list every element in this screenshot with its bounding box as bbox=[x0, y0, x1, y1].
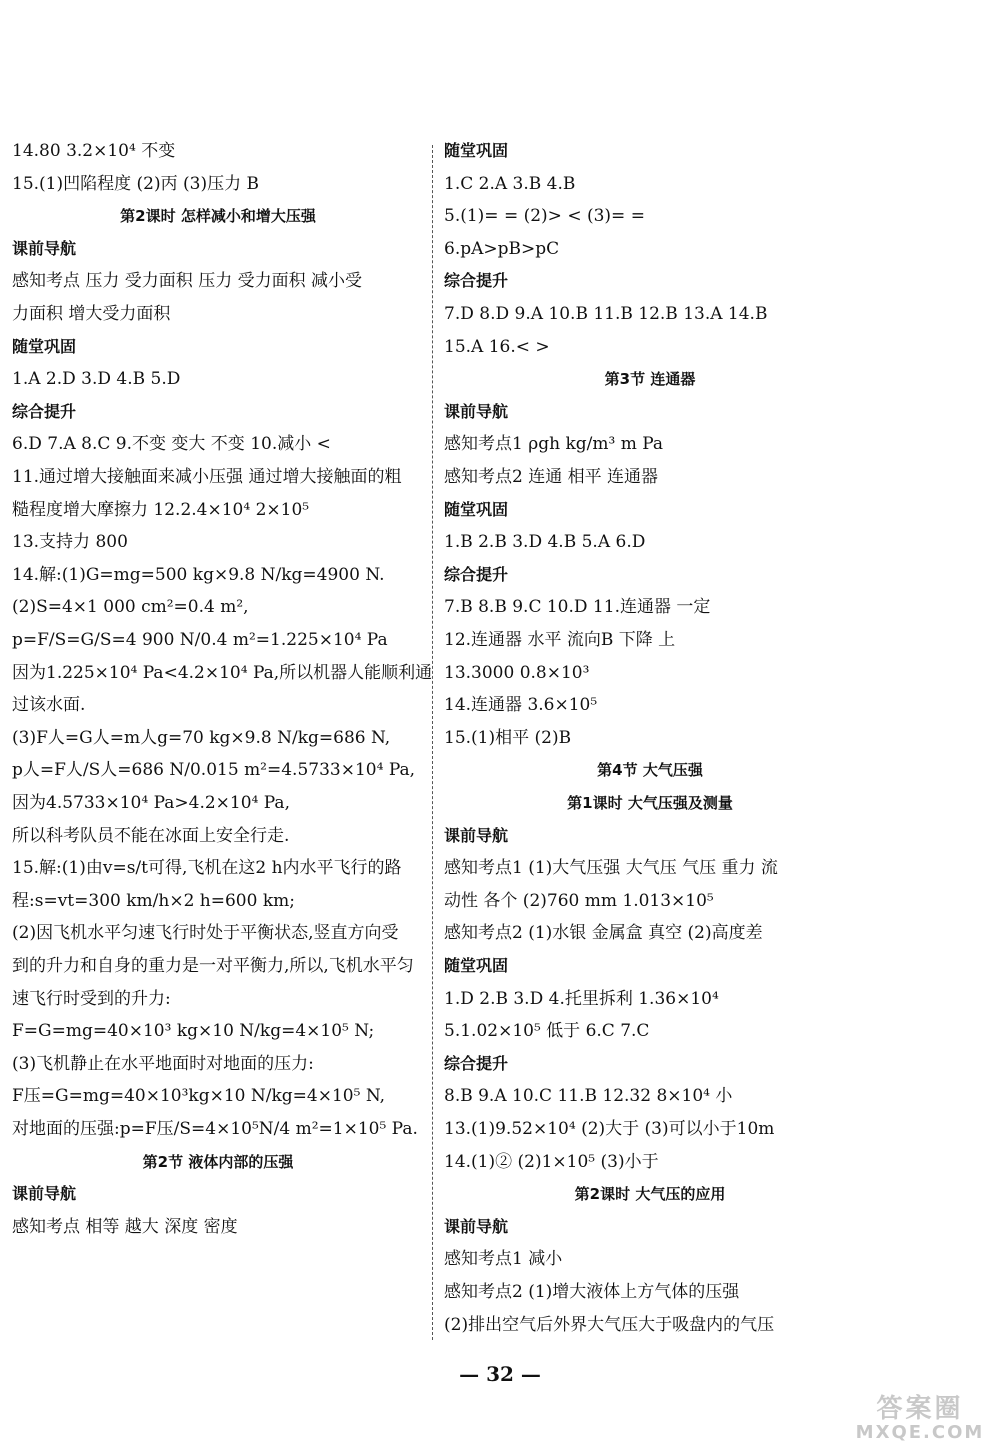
answer-line: 感知考点 相等 越大 深度 密度 bbox=[12, 1216, 238, 1237]
section-heading: 随堂巩固 bbox=[12, 336, 77, 356]
answer-line: 15.(1)相平 (2)B bbox=[444, 727, 572, 748]
section-heading: 综合提升 bbox=[444, 564, 509, 584]
section-title: 第2课时 怎样减小和增大压强 bbox=[120, 207, 316, 226]
answer-line: 13.支持力 800 bbox=[12, 532, 128, 553]
answer-line: 6.pA>pB>pC bbox=[444, 238, 560, 259]
answer-line: 6.D 7.A 8.C 9.不变 变大 不变 10.减小 < bbox=[12, 434, 331, 455]
watermark-line2: MXQE.COM bbox=[855, 1422, 985, 1443]
section-heading: 课前导航 bbox=[444, 825, 509, 845]
watermark-logo bbox=[850, 1395, 990, 1447]
answer-line: 13.(1)9.52×10⁴ (2)大于 (3)可以小于10m bbox=[444, 1119, 775, 1139]
answer-line: 1.D 2.B 3.D 4.托里拆利 1.36×10⁴ bbox=[444, 988, 719, 1009]
answer-line: 对地面的压强:p=F压/S=4×10⁵N/4 m²=1×10⁵ Pa. bbox=[12, 1119, 418, 1139]
answer-line: 到的升力和自身的重力是一对平衡力,所以,飞机水平匀 bbox=[12, 956, 414, 976]
answer-line: 7.B 8.B 9.C 10.D 11.连通器 一定 bbox=[444, 597, 711, 618]
section-heading: 课前导航 bbox=[12, 238, 77, 258]
answer-line: 感知考点 压力 受力面积 压力 受力面积 减小受 bbox=[12, 271, 363, 292]
column-divider bbox=[432, 145, 433, 1340]
answer-line: 7.D 8.D 9.A 10.B 11.B 12.B 13.A 14.B bbox=[444, 304, 768, 324]
answer-line: 感知考点1 ρgh kg/m³ m Pa bbox=[444, 434, 664, 455]
answer-line: 5.(1)= = (2)> < (3)= = bbox=[444, 206, 645, 227]
section-heading: 综合提升 bbox=[12, 401, 77, 421]
answer-line: 因为4.5733×10⁴ Pa>4.2×10⁴ Pa, bbox=[12, 793, 290, 813]
section-heading: 课前导航 bbox=[444, 401, 509, 421]
answer-line: 8.B 9.A 10.C 11.B 12.32 8×10⁴ 小 bbox=[444, 1086, 733, 1107]
section-title: 第4节 大气压强 bbox=[597, 761, 703, 780]
answer-line: (3)飞机静止在水平地面时对地面的压力: bbox=[12, 1053, 314, 1074]
section-title: 第2课时 大气压的应用 bbox=[574, 1185, 726, 1204]
section-title: 第1课时 大气压强及测量 bbox=[567, 794, 733, 812]
answer-line: 12.连通器 水平 流向B 下降 上 bbox=[444, 630, 676, 650]
answer-line: 力面积 增大受力面积 bbox=[12, 304, 171, 324]
answer-line: 速飞行时受到的升力: bbox=[12, 988, 171, 1009]
answer-line: 程:s=vt=300 km/h×2 h=600 km; bbox=[12, 890, 295, 911]
section-heading: 随堂巩固 bbox=[444, 141, 509, 160]
section-heading: 课前导航 bbox=[12, 1184, 77, 1204]
answer-line: 感知考点1 (1)大气压强 大气压 气压 重力 流 bbox=[444, 858, 778, 879]
answer-line: 因为1.225×10⁴ Pa<4.2×10⁴ Pa,所以机器人能顺利通 bbox=[12, 662, 433, 683]
answer-line: 动性 各个 (2)760 mm 1.013×10⁵ bbox=[444, 890, 714, 911]
section-heading: 随堂巩固 bbox=[444, 499, 509, 519]
answer-line: (2)因飞机水平匀速飞行时处于平衡状态,竖直方向受 bbox=[12, 923, 399, 944]
section-heading: 课前导航 bbox=[444, 1216, 509, 1236]
page-number: — 32 — bbox=[459, 1362, 541, 1386]
answer-line: 感知考点2 (1)水银 金属盒 真空 (2)高度差 bbox=[444, 923, 763, 944]
watermark-line1: 答案圈 bbox=[876, 1394, 964, 1424]
answer-line: 感知考点2 连通 相平 连通器 bbox=[444, 467, 659, 487]
answer-line: 所以科考队员不能在冰面上安全行走. bbox=[12, 825, 290, 846]
answer-line: 感知考点1 减小 bbox=[444, 1249, 563, 1270]
answer-line: 糙程度增大摩擦力 12.2.4×10⁴ 2×10⁵ bbox=[12, 499, 310, 520]
answer-line: 14.80 3.2×10⁴ 不变 bbox=[12, 141, 176, 161]
answer-line: 14.解:(1)G=mg=500 kg×9.8 N/kg=4900 N. bbox=[12, 564, 385, 585]
answer-line: 14.连通器 3.6×10⁵ bbox=[444, 695, 598, 716]
answer-line: 15.解:(1)由v=s/t可得,飞机在这2 h内水平飞行的路 bbox=[12, 858, 402, 879]
section-title: 第2节 液体内部的压强 bbox=[142, 1152, 294, 1171]
answer-line: 5.1.02×10⁵ 低于 6.C 7.C bbox=[444, 1021, 650, 1042]
answer-line: p人=F人/S人=686 N/0.015 m²=4.5733×10⁴ Pa, bbox=[12, 760, 416, 781]
answer-line: 14.(1)② (2)1×10⁵ (3)小于 bbox=[444, 1151, 659, 1172]
answer-line: F=G=mg=40×10³ kg×10 N/kg=4×10⁵ N; bbox=[12, 1021, 375, 1042]
section-heading: 综合提升 bbox=[444, 1053, 509, 1073]
answer-line: 15.A 16.< > bbox=[444, 336, 550, 357]
answer-line: 15.(1)凹陷程度 (2)丙 (3)压力 B bbox=[12, 173, 259, 194]
answer-line: 1.A 2.D 3.D 4.B 5.D bbox=[12, 369, 181, 390]
answer-line: 11.通过增大接触面来减小压强 通过增大接触面的粗 bbox=[12, 467, 402, 487]
answer-line: (2)S=4×1 000 cm²=0.4 m², bbox=[12, 597, 249, 618]
answer-line: 1.B 2.B 3.D 4.B 5.A 6.D bbox=[444, 532, 646, 553]
section-heading: 综合提升 bbox=[444, 271, 509, 291]
answer-line: 感知考点2 (1)增大液体上方气体的压强 bbox=[444, 1282, 740, 1302]
answer-line: (2)排出空气后外界大气压大于吸盘内的气压 bbox=[444, 1314, 775, 1335]
answer-line: (3)F人=G人=m人g=70 kg×9.8 N/kg=686 N, bbox=[12, 727, 391, 748]
answer-line: 1.C 2.A 3.B 4.B bbox=[444, 173, 576, 194]
answer-line: 13.3000 0.8×10³ bbox=[444, 662, 590, 683]
answer-line: 过该水面. bbox=[12, 695, 86, 716]
answer-line: F压=G=mg=40×10³kg×10 N/kg=4×10⁵ N, bbox=[12, 1086, 386, 1107]
section-title: 第3节 连通器 bbox=[604, 370, 696, 389]
answer-line: p=F/S=G/S=4 900 N/0.4 m²=1.225×10⁴ Pa bbox=[12, 630, 388, 650]
section-heading: 随堂巩固 bbox=[444, 956, 509, 975]
